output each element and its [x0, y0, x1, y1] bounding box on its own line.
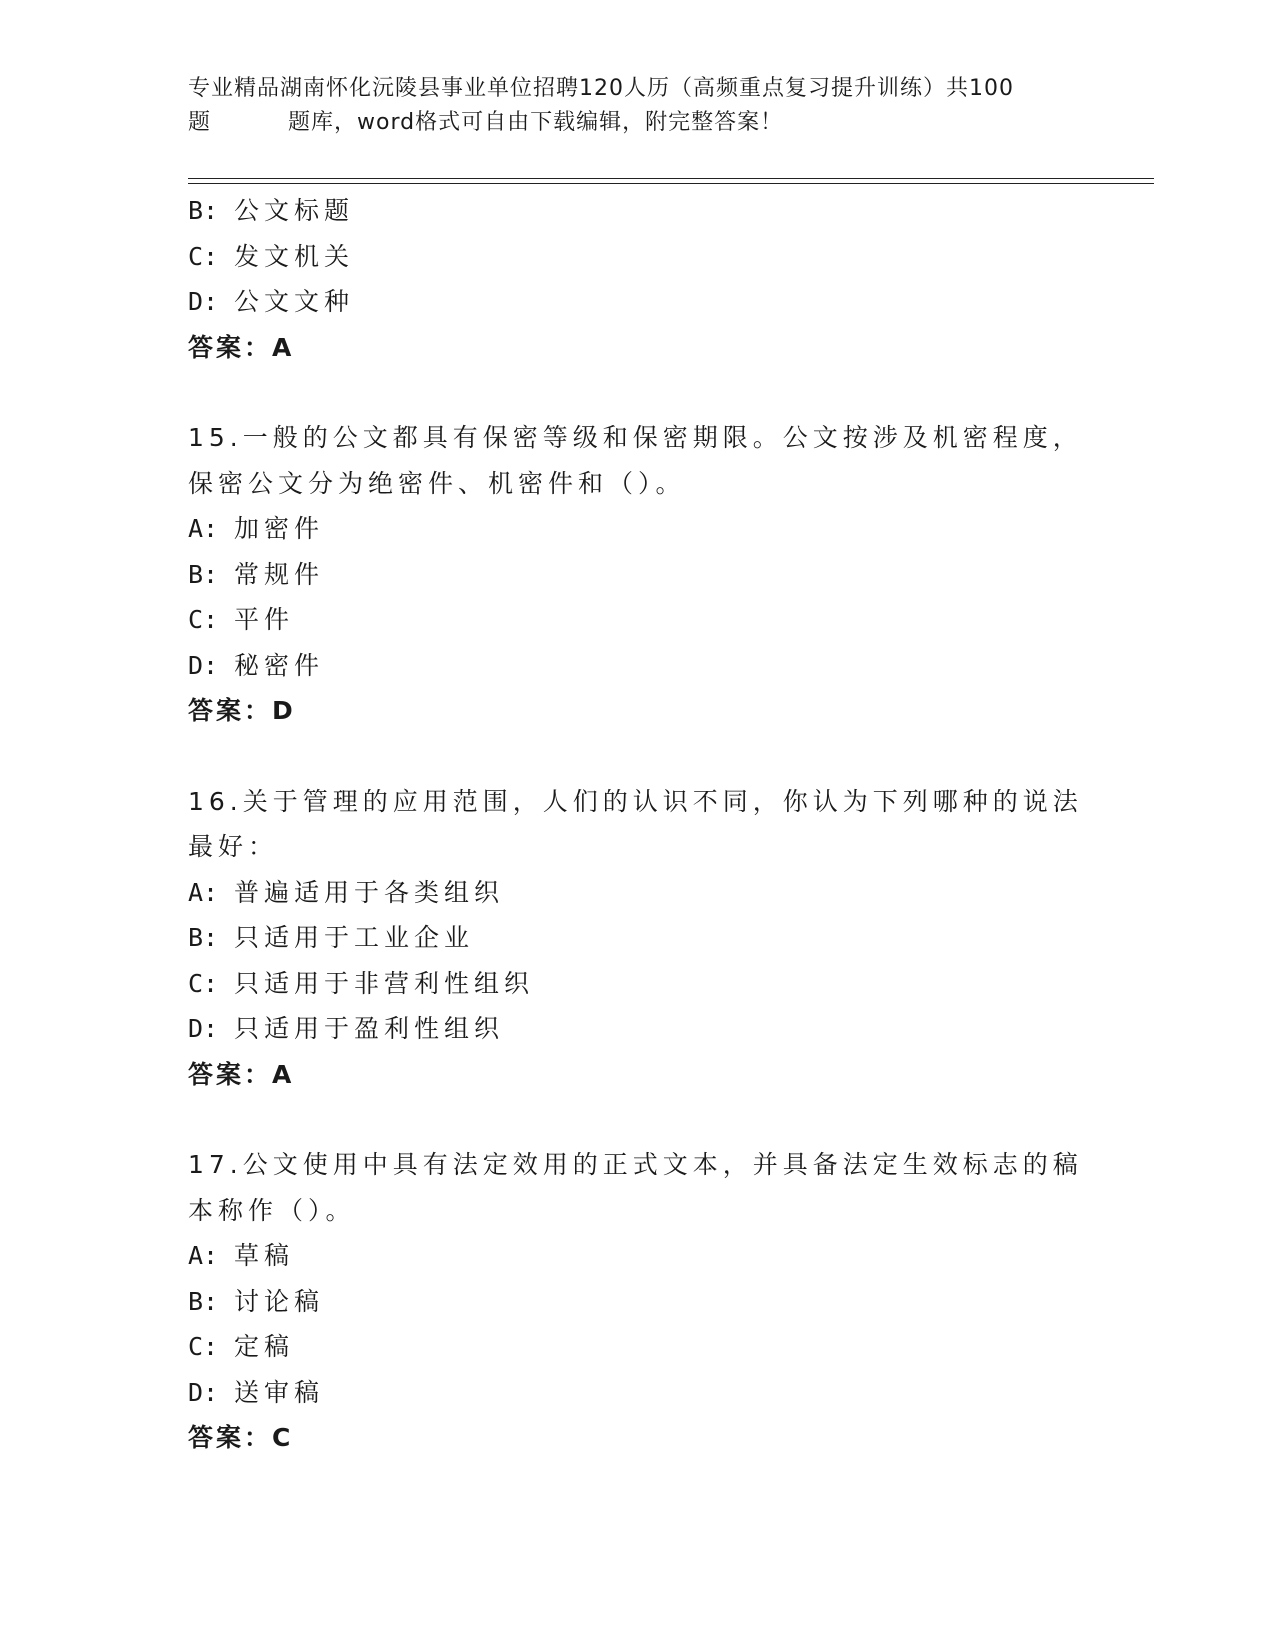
option-b: [188, 915, 1088, 961]
question-text: 17.公文使用中具有法定效用的正式文本，并具备法定生效标志的稿本称作（）。: [188, 1150, 1083, 1225]
header-title-line: 专业精品湖南怀化沅陵县事业单位招聘120人历（高频重点复习提升训练）共100: [188, 76, 1014, 101]
option-a: [188, 506, 1088, 552]
header-divider-top: [188, 178, 1154, 179]
option-label: D:: [188, 287, 219, 316]
option-label: C:: [188, 968, 219, 998]
option-text: 常规件: [234, 559, 325, 589]
option-label: B:: [188, 196, 219, 225]
answer-line: 答案：A: [188, 332, 295, 362]
option-text: 只适用于工业企业: [234, 923, 475, 952]
option-a: [188, 870, 1088, 916]
option-label: A:: [188, 877, 219, 907]
answer-line: 答案：C: [188, 1423, 294, 1452]
option-label: B:: [188, 559, 219, 589]
option-label: D:: [188, 650, 219, 680]
option-d: [188, 643, 1088, 689]
option-d: [188, 1370, 1088, 1416]
option-text: 公文标题: [234, 196, 355, 225]
option-label: D:: [188, 1377, 219, 1407]
option-text: 送审稿: [234, 1377, 325, 1407]
option-c: [188, 597, 1088, 643]
option-label: A:: [188, 514, 219, 543]
option-label: B:: [188, 923, 219, 952]
question-text: 15.一般的公文都具有保密等级和保密期限。公文按涉及机密程度，保密公文分为绝密件、机密件和（）。: [188, 423, 1083, 498]
option-label: B:: [188, 1286, 219, 1316]
option-label: C:: [188, 1332, 219, 1361]
header-subtitle-left: 题: [188, 110, 212, 135]
option-text: 秘密件: [234, 650, 325, 680]
question-list: [188, 188, 1088, 1461]
answer-line: 答案：D: [188, 696, 296, 725]
header-subtitle-line: [188, 106, 1088, 140]
option-text: 定稿: [234, 1332, 295, 1361]
option-text: 公文文种: [234, 287, 355, 316]
option-label: C:: [188, 241, 219, 271]
option-text: 只适用于盈利性组织: [234, 1014, 505, 1043]
option-c: [188, 1324, 1088, 1370]
option-b: [188, 188, 1088, 234]
option-a: [188, 1233, 1088, 1279]
option-c: [188, 961, 1088, 1007]
option-b: [188, 552, 1088, 598]
header-subtitle-right: 题库，word格式可自由下载编辑，附完整答案！: [288, 110, 784, 135]
option-d: [188, 279, 1088, 325]
option-b: [188, 1279, 1088, 1325]
option-label: C:: [188, 605, 219, 634]
option-d: [188, 1006, 1088, 1052]
answer-line: 答案：A: [188, 1059, 295, 1089]
prev-question-tail: [188, 188, 1088, 370]
question-text: 16.关于管理的应用范围，人们的认识不同，你认为下列哪种的说法最好：: [188, 786, 1083, 861]
document-header: [188, 72, 1088, 140]
question-16: [188, 779, 1088, 1098]
option-label: D:: [188, 1014, 219, 1043]
option-text: 加密件: [234, 514, 325, 543]
question-17: [188, 1142, 1088, 1461]
question-15: [188, 415, 1088, 734]
option-text: 讨论稿: [234, 1286, 325, 1316]
option-label: A:: [188, 1241, 219, 1270]
option-text: 发文机关: [234, 241, 355, 271]
option-text: 草稿: [234, 1241, 295, 1270]
option-text: 只适用于非营利性组织: [234, 968, 535, 998]
option-text: 平件: [234, 605, 295, 634]
option-c: [188, 234, 1088, 280]
header-divider-bottom: [188, 183, 1154, 184]
option-text: 普遍适用于各类组织: [234, 877, 505, 907]
